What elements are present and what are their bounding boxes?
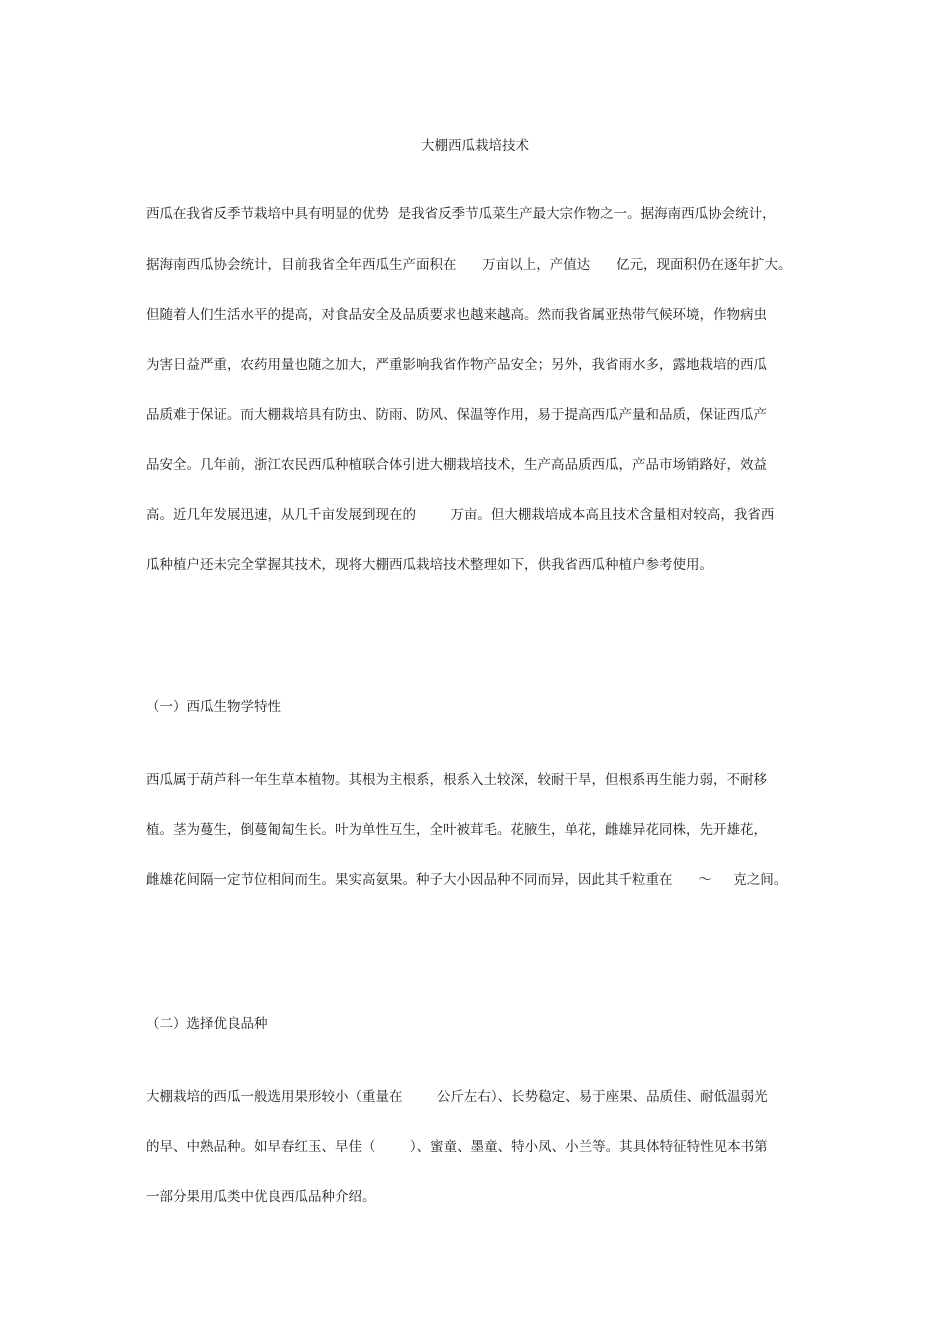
- section2-line: 的早、中熟品种。如早春红玉、早佳（ ）、蜜童、墨童、特小凤、小兰等。其具体特征特性见本书第: [146, 1139, 768, 1155]
- intro-line: 为害日益严重，农药用量也随之加大，严重影响我省作物产品安全；另外，我省雨水多，露地栽培的西瓜: [146, 357, 767, 373]
- section2-line: 大棚栽培的西瓜一般选用果形较小（重量在 公斤左右）、长势稳定、易于座果、品质佳、耐低温弱光: [146, 1089, 768, 1105]
- intro-line: 品安全。几年前，浙江农民西瓜种植联合体引进大棚栽培技术，生产高品质西瓜，产品市场销路好，效益: [146, 457, 767, 473]
- section1-line: 雌雄花间隔一定节位相间而生。果实高氨果。种子大小因品种不同而异，因此其千粒重在 ～ 克之间。: [146, 872, 788, 888]
- document-title: 大棚西瓜栽培技术: [421, 138, 529, 154]
- section-heading-biology: （一）西瓜生物学特性: [146, 699, 281, 715]
- section1-line: 植。茎为蔓生，倒蔓匍匐生长。叶为单性互生，全叶被茸毛。花腋生，单花，雌雄异花同株，先开雄花，: [146, 822, 767, 838]
- intro-line: 品质难于保证。而大棚栽培具有防虫、防雨、防风、保温等作用，易于提高西瓜产量和品质，保证西瓜产: [146, 407, 767, 423]
- intro-line: 但随着人们生活水平的提高，对食品安全及品质要求也越来越高。然而我省属亚热带气候环境，作物病虫: [146, 307, 767, 323]
- intro-line: 西瓜在我省反季节栽培中具有明显的优势 是我省反季节瓜菜生产最大宗作物之一。据海南西瓜协会统计，: [146, 206, 776, 222]
- section2-line: 一部分果用瓜类中优良西瓜品种介绍。: [146, 1189, 376, 1205]
- section-heading-varieties: （二）选择优良品种: [146, 1016, 268, 1032]
- section1-line: 西瓜属于葫芦科一年生草本植物。其根为主根系，根系入土较深，较耐干旱，但根系再生能力弱，不耐移: [146, 772, 767, 788]
- intro-line: 高。近几年发展迅速，从几千亩发展到现在的 万亩。但大棚栽培成本高且技术含量相对较高，我省西: [146, 507, 775, 523]
- intro-line: 据海南西瓜协会统计，目前我省全年西瓜生产面积在 万亩以上，产值达 亿元，现面积仍在逐年扩大。: [146, 257, 792, 273]
- intro-line: 瓜种植户还未完全掌握其技术，现将大棚西瓜栽培技术整理如下，供我省西瓜种植户参考使用。: [146, 557, 713, 573]
